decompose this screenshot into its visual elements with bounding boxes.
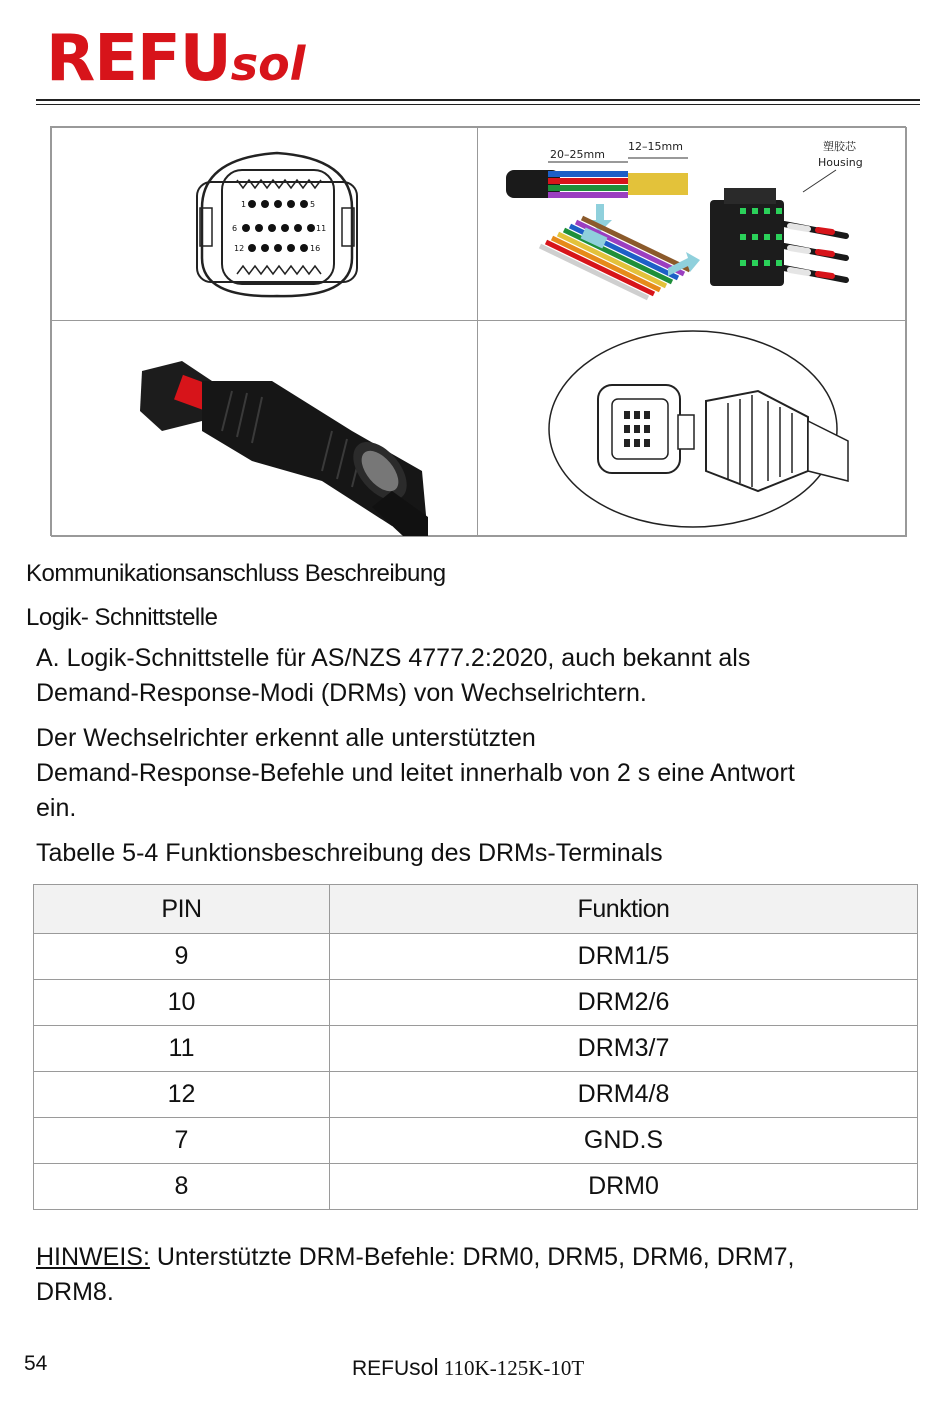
note-text: Unterstützte DRM-Befehle: DRM0, DRM5, DRM6, DRM7, [149,1243,795,1271]
note-label: HINWEIS: [36,1243,150,1271]
assembled-plug-drawing [52,321,478,537]
pin-dots [242,200,315,252]
crimped-wires [540,218,690,298]
figure-assembled-plug [51,320,478,537]
pin-label-11: 11 [316,224,327,233]
paragraph-line: Der Wechselrichter erkennt alle unterstützten [36,724,536,752]
refusol-logo [46,24,305,94]
footer-model [352,1354,584,1381]
pin-label-6: 6 [232,224,238,233]
table-row [34,934,918,980]
section-heading-communication: Kommunikationsanschluss Beschreibung [26,560,446,587]
end-length-label: 12–15mm [628,140,683,153]
pin-label-5: 5 [310,200,316,209]
housing-label-en: Housing [818,156,863,169]
paragraph-line: Demand-Response-Befehle und leitet innerhalb von 2 s eine Antwort [36,759,795,787]
table-cell-function: DRM4/8 [330,1072,918,1118]
table-row [34,980,918,1026]
page-number: 54 [24,1352,48,1375]
table-cell-pin: 12 [34,1072,330,1118]
pin-label-16: 16 [310,244,321,253]
table-cell-pin: 11 [34,1026,330,1072]
table-row [34,1072,918,1118]
table-cell-function: DRM2/6 [330,980,918,1026]
drm-terminal-table [33,884,918,1210]
table-cell-function: DRM0 [330,1164,918,1210]
table-header-row [34,885,918,934]
table-cell-function: DRM1/5 [330,934,918,980]
figure-plug-mating [477,320,907,537]
figure-connector-face [51,127,478,321]
paragraph-logic-interface [36,641,916,711]
table-row [34,1164,918,1210]
footer-brand-b: sol [409,1354,439,1380]
note-text-continued: DRM8. [36,1278,114,1306]
paragraph-line: A. Logik-Schnittstelle für AS/NZS 4777.2:2020, auch bekannt als [36,644,751,672]
header-rule [36,99,920,101]
connector-face-drawing [52,128,478,321]
pin-label-1: 1 [241,200,247,209]
table-cell-pin: 9 [34,934,330,980]
header-rule-thin [36,104,920,105]
table-cell-function: DRM3/7 [330,1026,918,1072]
section-heading-logic-interface: Logik- Schnittstelle [26,604,218,631]
table-row [34,1026,918,1072]
table-header-function: Funktion [330,885,918,934]
plug-mating-drawing [478,321,907,537]
table-row [34,1118,918,1164]
paragraph-drm-response [36,721,916,826]
housing-label-cn: 塑胶芯 [823,140,856,153]
strip-length-label: 20–25mm [550,148,605,161]
note-block [36,1240,916,1310]
paragraph-line: ein. [36,794,77,822]
footer-model-number: 110K-125K-10T [438,1356,585,1380]
table-cell-pin: 8 [34,1164,330,1210]
table-caption: Tabelle 5-4 Funktionsbeschreibung des DRMs-Terminals [36,839,663,867]
table-cell-function: GND.S [330,1118,918,1164]
table-header-pin: PIN [34,885,330,934]
wire-preparation-drawing [478,128,907,321]
table-cell-pin: 10 [34,980,330,1026]
table-cell-pin: 7 [34,1118,330,1164]
logo-suffix-text: sol [230,37,306,91]
logo-main-text: REFU [46,22,231,96]
figure-wire-preparation [477,127,907,321]
paragraph-line: Demand-Response-Modi (DRMs) von Wechselrichtern. [36,679,647,707]
pin-label-12: 12 [234,244,245,253]
connector-figure-grid [50,126,906,536]
footer-brand-a: REFU [352,1357,410,1380]
